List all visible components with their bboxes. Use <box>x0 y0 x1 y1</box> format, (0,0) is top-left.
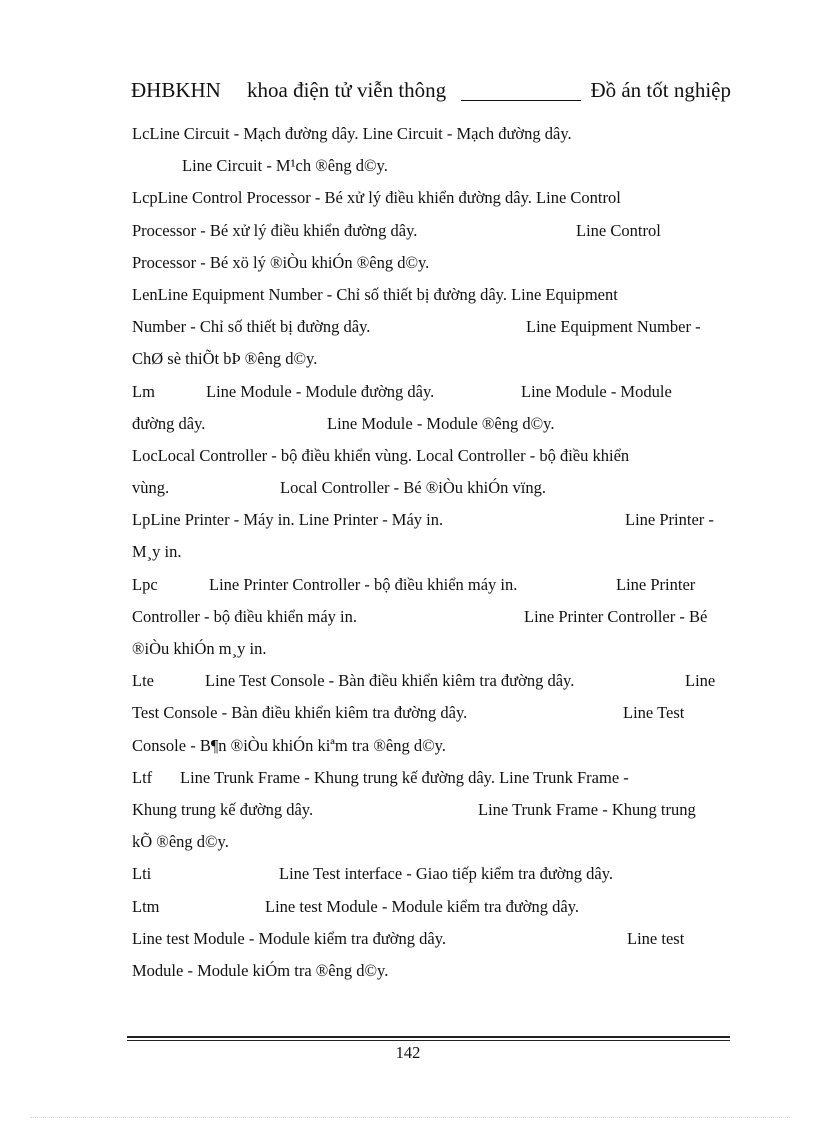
text-segment: Line Test Console - Bàn điều khiển kiêm tra đường dây. <box>205 671 575 691</box>
text-line <box>132 508 742 540</box>
text-segment: Line Module - Module ®êng d©y. <box>327 413 555 433</box>
text-segment: Line Printer Controller - bộ điều khiển máy in. <box>209 574 518 594</box>
text-line <box>132 573 742 605</box>
text-line <box>132 154 742 186</box>
page-header <box>131 76 731 104</box>
text-line <box>132 766 742 798</box>
text-segment: Processor - Bé xö lý ®iÒu khiÓn ®êng d©y. <box>132 252 430 272</box>
text-line <box>132 122 742 154</box>
text-segment: LenLine Equipment Number - Chỉ số thiết bị đường dây. Line Equipment <box>132 284 618 304</box>
text-line <box>132 862 742 894</box>
text-line <box>132 444 742 476</box>
text-segment: Line Equipment Number - <box>526 317 701 337</box>
text-line <box>132 219 742 251</box>
text-segment: Line Control <box>576 220 661 240</box>
text-line <box>132 959 742 991</box>
text-segment: kÕ ®êng d©y. <box>132 832 229 852</box>
glossary-body <box>132 122 742 991</box>
text-line <box>132 830 742 862</box>
text-line <box>132 283 742 315</box>
text-line <box>132 605 742 637</box>
text-line <box>132 186 742 218</box>
text-segment: Line Trunk Frame - Khung trung <box>478 799 696 819</box>
text-segment: Lm <box>132 381 155 401</box>
text-segment: Line Test interface - Giao tiếp kiểm tra đường dây. <box>279 864 614 884</box>
text-segment: đường dây. <box>132 413 206 433</box>
text-segment: LcLine Circuit - Mạch đường dây. Line Circuit - Mạch đường dây. <box>132 124 572 143</box>
text-line <box>132 895 742 927</box>
text-segment: Line test <box>627 928 685 948</box>
text-segment: Line Printer <box>616 574 696 594</box>
text-line <box>132 476 742 508</box>
text-segment: Processor - Bé xử lý điều khiển đường dây. <box>132 220 418 240</box>
text-line <box>132 315 742 347</box>
text-segment: Lte <box>132 671 154 691</box>
footer-rule-thick <box>127 1036 730 1038</box>
text-segment: LcpLine Control Processor - Bé xử lý điều khiển đường dây. Line Control <box>132 188 621 208</box>
text-segment: Test Console - Bàn điều khiển kiêm tra đường dây. <box>132 703 468 723</box>
page-bottom-edge <box>30 1117 790 1118</box>
text-line <box>132 412 742 444</box>
text-segment: Ltf <box>132 767 153 787</box>
text-line <box>132 380 742 412</box>
text-segment: Line Module - Module đường dây. <box>206 381 435 401</box>
text-segment: Line Module - Module <box>521 381 672 401</box>
text-line <box>132 251 742 283</box>
text-segment: Line Test <box>623 703 685 723</box>
text-line <box>132 637 742 669</box>
text-segment: LpLine Printer - Máy in. Line Printer - Máy in. <box>132 510 444 530</box>
text-line <box>132 701 742 733</box>
header-university: ĐHBKHN <box>131 78 221 102</box>
text-segment: Line <box>685 671 716 691</box>
text-segment: Line test Module - Module kiểm tra đường dây. <box>132 928 446 948</box>
text-line <box>132 734 742 766</box>
text-segment: Lti <box>132 864 152 884</box>
header-underline-gap <box>461 76 581 101</box>
text-segment: Line Printer Controller - Bé <box>524 606 708 626</box>
text-segment: Local Controller - Bé ®iÒu khiÓn vïng. <box>280 478 546 498</box>
footer-rule-thin <box>127 1040 730 1041</box>
text-segment: Controller - bộ điều khiển máy in. <box>132 606 357 626</box>
text-segment: Khung trung kế đường dây. <box>132 799 314 819</box>
text-line <box>132 540 742 572</box>
header-department: khoa điện tử viễn thông <box>247 78 447 102</box>
text-line <box>132 798 742 830</box>
text-segment: M¸y in. <box>132 542 182 562</box>
text-segment: Console - B¶n ®iÒu khiÓn kiªm tra ®êng d©y. <box>132 735 446 755</box>
text-segment: Module - Module kiÓm tra ®êng d©y. <box>132 960 389 980</box>
header-document-type: Đồ án tốt nghiệp <box>590 78 731 102</box>
text-segment: ®iÒu khiÓn m¸y in. <box>132 639 267 658</box>
text-segment: ChØ sè thiÕt bÞ ®êng d©y. <box>132 349 318 369</box>
text-line <box>132 927 742 959</box>
text-segment: Line Printer - <box>625 510 714 530</box>
text-segment: Number - Chỉ số thiết bị đường dây. <box>132 317 371 337</box>
text-line <box>132 669 742 701</box>
text-segment: LocLocal Controller - bộ điều khiển vùng. Local Controller - bộ điều khiển <box>132 445 630 465</box>
text-segment: Ltm <box>132 896 160 916</box>
text-line <box>132 347 742 379</box>
text-segment: vùng. <box>132 478 170 498</box>
text-segment: Lpc <box>132 574 158 594</box>
page-number: 142 <box>395 1043 421 1062</box>
text-segment: Line Circuit - M¹ch ®êng d©y. <box>182 156 388 176</box>
text-segment: Line test Module - Module kiểm tra đường dây. <box>265 896 579 916</box>
text-segment: Line Trunk Frame - Khung trung kế đường dây. Line Trunk Frame - <box>180 767 629 787</box>
